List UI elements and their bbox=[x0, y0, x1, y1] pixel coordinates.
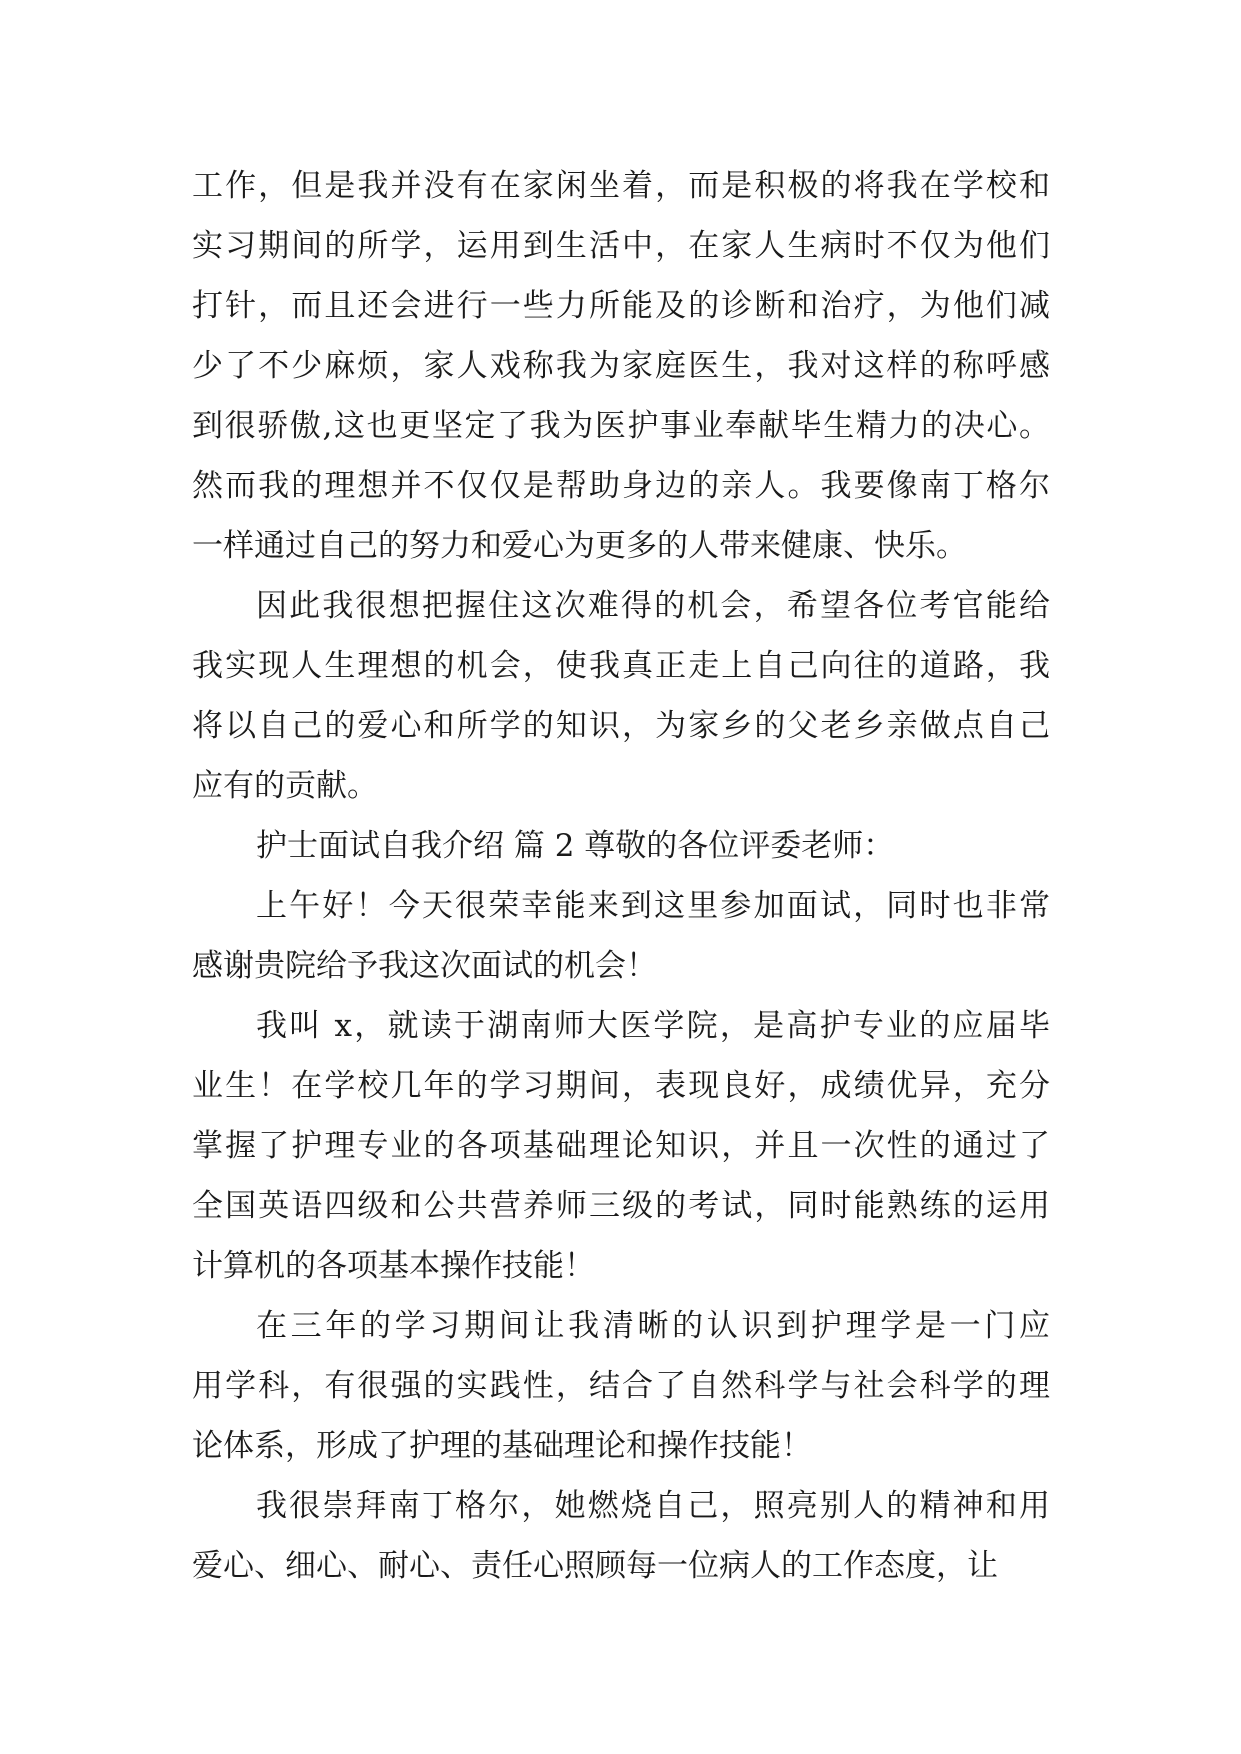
paragraph-line: 计算机的各项基本操作技能！ bbox=[192, 1248, 595, 1284]
paragraph-line: 用学科，有很强的实践性，结合了自然科学与社会科学的理 bbox=[192, 1368, 1050, 1404]
paragraph bbox=[192, 576, 1050, 816]
paragraph-line: 打针，而且还会进行一些力所能及的诊断和治疗，为他们减 bbox=[192, 288, 1050, 324]
paragraph bbox=[192, 876, 1050, 996]
paragraph bbox=[192, 996, 1050, 1296]
paragraph-line: 爱心、细心、耐心、责任心照顾每一位病人的工作态度，让 bbox=[192, 1548, 998, 1584]
paragraph-line: 我叫 x，就读于湖南师大医学院，是高护专业的应届毕 bbox=[256, 1008, 1050, 1044]
paragraph-line: 在三年的学习期间让我清晰的认识到护理学是一门应 bbox=[256, 1308, 1050, 1344]
paragraph bbox=[192, 816, 1050, 876]
paragraph-line: 全国英语四级和公共营养师三级的考试，同时能熟练的运用 bbox=[192, 1188, 1050, 1224]
paragraph-line: 一样通过自己的努力和爱心为更多的人带来健康、快乐。 bbox=[192, 528, 967, 564]
paragraph-line: 业生！在学校几年的学习期间，表现良好，成绩优异，充分 bbox=[192, 1068, 1050, 1104]
paragraph-line: 然而我的理想并不仅仅是帮助身边的亲人。我要像南丁格尔 bbox=[192, 468, 1050, 504]
paragraph bbox=[192, 1476, 1050, 1596]
paragraph-line: 将以自己的爱心和所学的知识，为家乡的父老乡亲做点自己 bbox=[192, 708, 1050, 744]
paragraph-line: 到很骄傲,这也更坚定了我为医护事业奉献毕生精力的决心。 bbox=[192, 408, 1050, 444]
paragraph-line: 因此我很想把握住这次难得的机会，希望各位考官能给 bbox=[256, 588, 1050, 624]
paragraph bbox=[192, 156, 1050, 576]
paragraph-line: 护士面试自我介绍 篇 2 尊敬的各位评委老师： bbox=[256, 828, 895, 864]
paragraph bbox=[192, 1296, 1050, 1476]
paragraph-line: 上午好！今天很荣幸能来到这里参加面试，同时也非常 bbox=[256, 888, 1050, 924]
paragraph-line: 少了不少麻烦，家人戏称我为家庭医生，我对这样的称呼感 bbox=[192, 348, 1050, 384]
paragraph-line: 实习期间的所学，运用到生活中，在家人生病时不仅为他们 bbox=[192, 228, 1050, 264]
paragraph-line: 工作，但是我并没有在家闲坐着，而是积极的将我在学校和 bbox=[192, 168, 1050, 204]
paragraph-line: 我很崇拜南丁格尔，她燃烧自己，照亮别人的精神和用 bbox=[256, 1488, 1050, 1524]
paragraph-line: 掌握了护理专业的各项基础理论知识，并且一次性的通过了 bbox=[192, 1128, 1050, 1164]
document-body bbox=[192, 156, 1050, 1596]
paragraph-line: 感谢贵院给予我这次面试的机会！ bbox=[192, 948, 657, 984]
paragraph-line: 应有的贡献。 bbox=[192, 768, 378, 804]
paragraph-line: 我实现人生理想的机会，使我真正走上自己向往的道路，我 bbox=[192, 648, 1050, 684]
paragraph-line: 论体系，形成了护理的基础理论和操作技能！ bbox=[192, 1428, 812, 1464]
